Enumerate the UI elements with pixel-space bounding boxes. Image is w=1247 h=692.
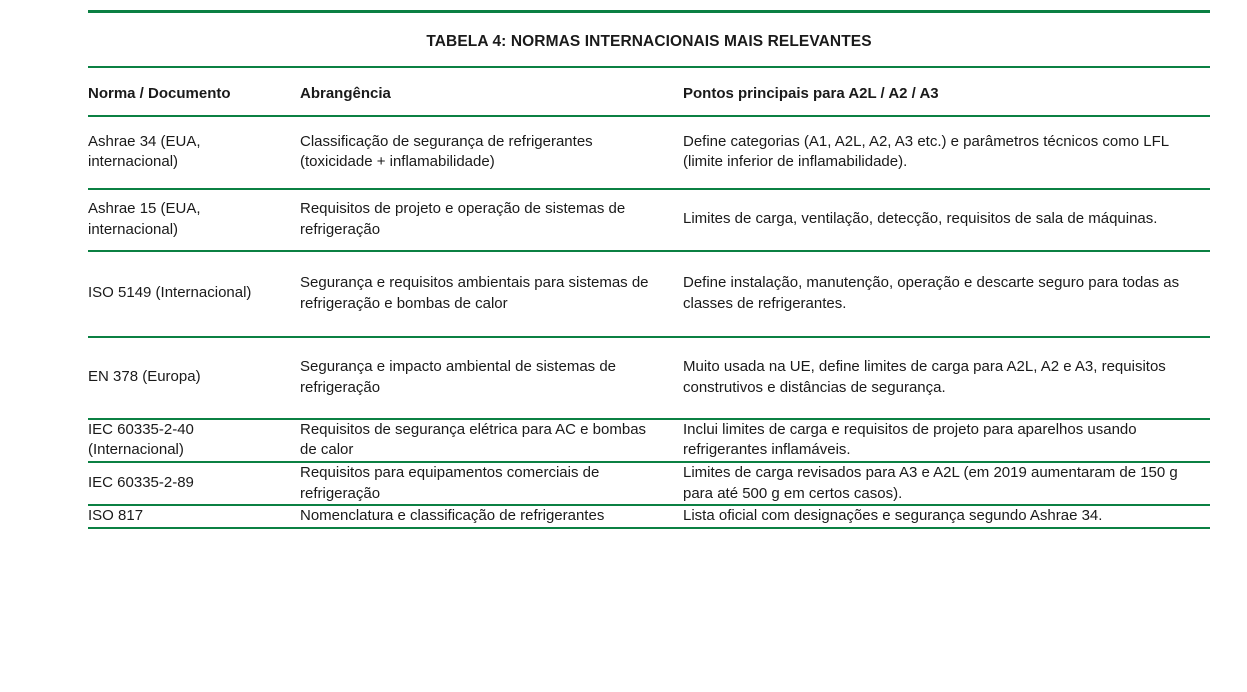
cell-pontos: Inclui limites de carga e requisitos de projeto para aparelhos usando refrigerantes inflamáveis.: [683, 420, 1137, 459]
table-header-row: [88, 68, 1210, 115]
cell-abrangencia: Classificação de segurança de refrigerantes (toxicidade + inflamabilidade): [300, 132, 593, 171]
cell-abrangencia: Requisitos de segurança elétrica para AC e bombas de calor: [300, 420, 647, 459]
cell-norma: ISO 5149 (Internacional): [88, 284, 252, 302]
table-row: [88, 336, 1210, 418]
cell-norma: IEC 60335-2-40 (Internacional): [88, 420, 194, 459]
cell-pontos: Lista oficial com designações e segurança segundo Ashrae 34.: [683, 507, 1103, 525]
cell-norma: EN 378 (Europa): [88, 368, 201, 386]
column-header-norma: Norma / Documento: [88, 85, 231, 102]
cell-abrangencia: Segurança e impacto ambiental de sistemas de refrigeração: [300, 358, 617, 396]
table-row: [88, 504, 1210, 527]
cell-norma: IEC 60335-2-89: [88, 474, 194, 492]
table-title: TABELA 4: NORMAS INTERNACIONAIS MAIS RELEVANTES: [426, 33, 872, 50]
table-row: [88, 115, 1210, 188]
table-row: [88, 188, 1210, 250]
cell-norma: Ashrae 34 (EUA, internacional): [88, 132, 201, 171]
cell-pontos: Limites de carga revisados para A3 e A2L (em 2019 aumentaram de 150 g para até 500 g em certos casos).: [683, 464, 1178, 502]
table-title-block: [88, 13, 1210, 68]
cell-pontos: Muito usada na UE, define limites de carga para A2L, A2 e A3, requisitos construtivos e distâncias de segurança.: [683, 358, 1166, 396]
cell-pontos: Define instalação, manutenção, operação e descarte seguro para todas as classes de refrigerantes.: [683, 274, 1180, 312]
column-header-abrangencia: Abrangência: [300, 85, 391, 102]
cell-norma: Ashrae 15 (EUA, internacional): [88, 200, 201, 238]
cell-abrangencia: Requisitos para equipamentos comerciais de refrigeração: [300, 464, 600, 502]
standards-table: [88, 10, 1210, 529]
cell-abrangencia: Requisitos de projeto e operação de sistemas de refrigeração: [300, 200, 626, 238]
cell-abrangencia: Segurança e requisitos ambientais para sistemas de refrigeração e bombas de calor: [300, 274, 649, 312]
cell-norma: ISO 817: [88, 507, 144, 525]
cell-pontos: Define categorias (A1, A2L, A2, A3 etc.) e parâmetros técnicos como LFL (limite inferior de inflamabilidade).: [683, 132, 1169, 171]
table-row: [88, 461, 1210, 504]
cell-abrangencia: Nomenclatura e classificação de refrigerantes: [300, 507, 605, 525]
table-row: [88, 418, 1210, 461]
table-bottom-rule: [88, 527, 1210, 529]
column-header-pontos: Pontos principais para A2L / A2 / A3: [683, 85, 939, 102]
cell-pontos: Limites de carga, ventilação, detecção, requisitos de sala de máquinas.: [683, 210, 1158, 228]
table-row: [88, 250, 1210, 336]
